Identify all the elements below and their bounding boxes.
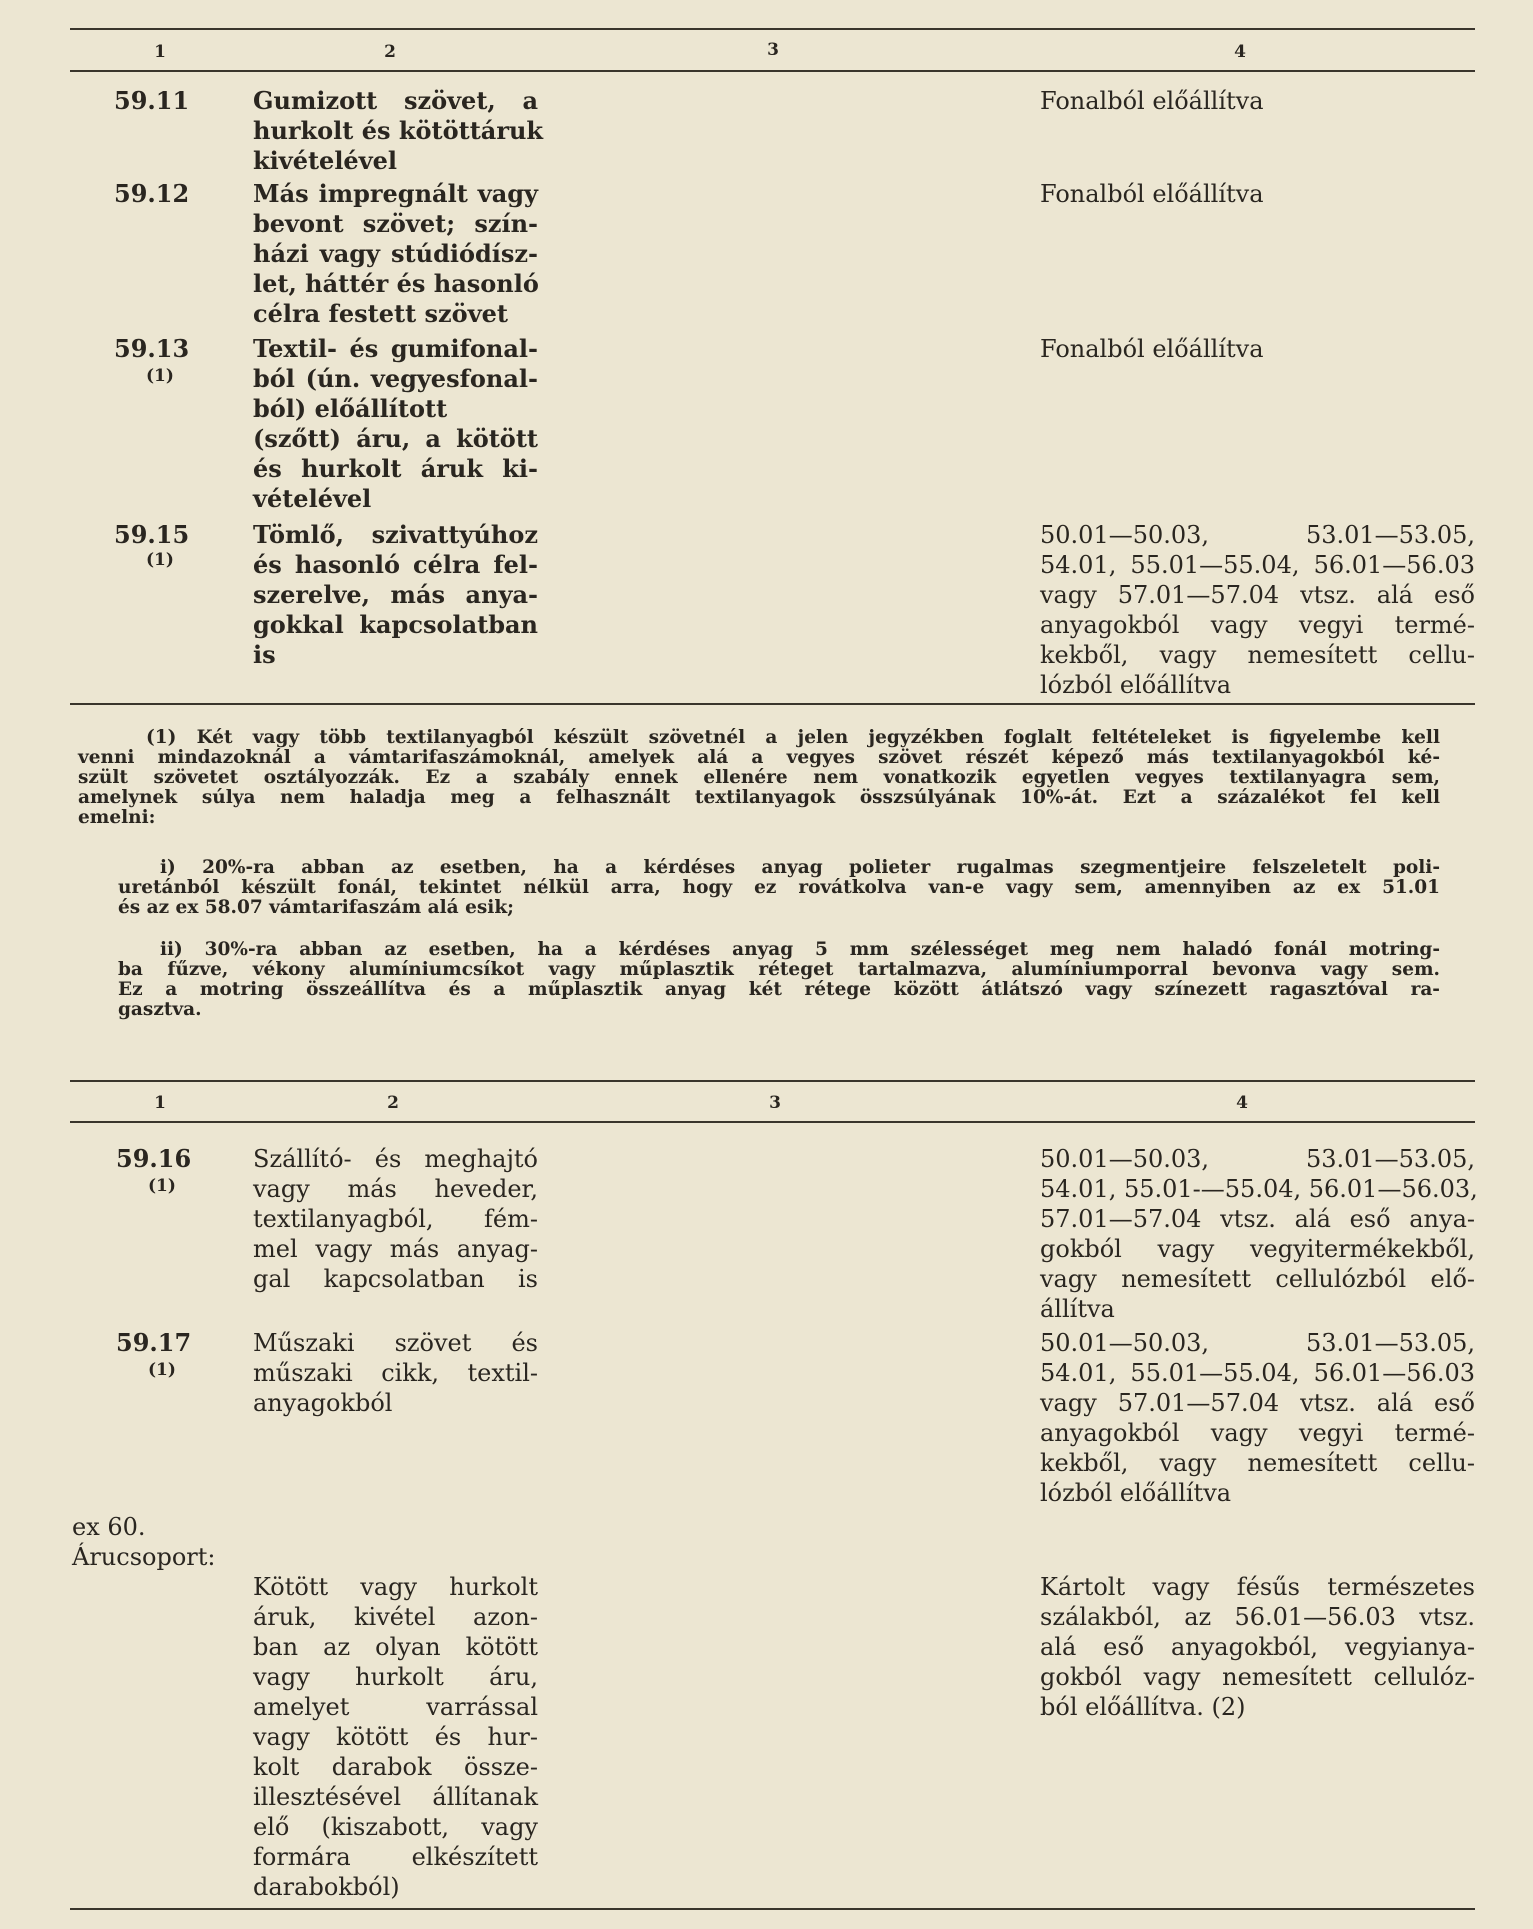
column-header-3: 3 bbox=[767, 40, 779, 60]
origin-condition: Fonalból előállítva bbox=[1040, 335, 1264, 363]
column-header-1: 1 bbox=[154, 1093, 166, 1113]
footnote-paragraph: (1) Két vagy több textilanyagból készült szövetnél a jelen jegyzékben foglalt feltételeket is figyelembe kell venni mindazoknál a vámtarifaszámoknál, amelyek alá a vegyes szövet részét képező más textilanyagokból ké- szült szövetet osztályozzák. Ez a szabály ennek ellenére nem vonatkozik egyetlen vegyes textilanyagra sem, amelynek súlya nem haladja meg a felhasznált textilanyagok összsúlyának 10%-át. Ezt a százalékot fel kell emelni: bbox=[78, 727, 1440, 828]
footnote-item-ii: ii) 30%-ra abban az esetben, ha a kérdéses anyag 5 mm szélességet meg nem haladó fonál motring- ba fűzve, vékony alumíniumcsíkot vagy műplasztik réteget tartalmazva, alumíniumporral bevonva vagy sem. Ez a motring összeállítva és a műplasztik anyag két rétege között átlátszó vagy színezett ragasztóval ra- gasztva. bbox=[118, 939, 1440, 1020]
tariff-code: 59.13 bbox=[114, 334, 190, 363]
column-header-4: 4 bbox=[1236, 1093, 1248, 1113]
item-description: Műszaki szövet és műszaki cikk, textil- anyagokból bbox=[253, 1329, 538, 1417]
footnote-reference: (1) bbox=[148, 1176, 176, 1196]
origin-condition: Kártolt vagy fésűs természetes szálakból, az 56.01—56.03 vtsz. alá eső anyagokból, vegyianya- gokból vagy nemesített cellulóz- ból előállítva. (2) bbox=[1040, 1573, 1475, 1721]
top-rule bbox=[70, 28, 1475, 30]
origin-condition: 50.01—50.03, 53.01—53.05, 54.01, 55.01-—55.04, 56.01—56.03, 57.01—57.04 vtsz. alá eső anya- gokból vagy vegyitermékekből, vagy nemesített cellulózból elő- állítva bbox=[1040, 1145, 1478, 1323]
item-description: Textil- és gumifonal- ból (ún. vegyesfonal- ból) előállított (szőtt) áru, a kötött és hurkolt áruk ki- vételével bbox=[253, 334, 538, 513]
chapter-code: ex 60. Árucsoport: bbox=[72, 1513, 216, 1571]
footnote-item-i: i) 20%-ra abban az esetben, ha a kérdéses anyag polieter rugalmas szegmentjeire felszeletelt poli- uretánból készült fonál, tekintet nélkül arra, hogy ez rovátkolva van-e vagy sem, amennyiben az ex 51.01 és az ex 58.07 vámtarifaszám alá esik; bbox=[118, 857, 1440, 918]
header-rule bbox=[70, 70, 1475, 72]
origin-condition: 50.01—50.03, 53.01—53.05, 54.01, 55.01—55.04, 56.01—56.03 vagy 57.01—57.04 vtsz. alá eső anyagokból vagy vegyi termé- kekből, vagy nemesített cellu- lózból előállítva bbox=[1040, 521, 1475, 699]
column-header-4: 4 bbox=[1234, 42, 1246, 62]
table2-top-rule bbox=[70, 1080, 1475, 1082]
footnote-reference: (1) bbox=[146, 366, 174, 386]
tariff-code: 59.12 bbox=[114, 179, 190, 208]
origin-condition: 50.01—50.03, 53.01—53.05, 54.01, 55.01—55.04, 56.01—56.03 vagy 57.01—57.04 vtsz. alá eső anyagokból vagy vegyi termé- kekből, vagy nemesített cellu- lózból előállítva bbox=[1040, 1329, 1475, 1507]
origin-condition: Fonalból előállítva bbox=[1040, 87, 1264, 115]
item-description: Tömlő, szivattyúhoz és hasonló célra fel- szerelve, más anya- gokkal kapcsolatban is bbox=[253, 520, 538, 669]
tariff-code: 59.16 bbox=[116, 1144, 192, 1173]
footnote-reference: (1) bbox=[146, 550, 174, 570]
column-header-2: 2 bbox=[387, 1093, 399, 1113]
origin-condition: Fonalból előállítva bbox=[1040, 180, 1264, 208]
column-header-1: 1 bbox=[154, 42, 166, 62]
column-header-2: 2 bbox=[384, 42, 396, 62]
item-description: Más impregnált vagy bevont szövet; szín- házi vagy stúdiódísz- let, háttér és hasonló célra festett szövet bbox=[253, 179, 539, 328]
item-description: Szállító- és meghajtó vagy más heveder, textilanyagból, fém- mel vagy más anyag- gal kapcsolatban is bbox=[253, 1145, 538, 1293]
item-description: Gumizott szövet, a hurkolt és kötöttáruk kivételével bbox=[253, 86, 544, 175]
tariff-code: 59.11 bbox=[114, 86, 190, 115]
footnote-reference: (1) bbox=[148, 1360, 176, 1380]
table2-header-rule bbox=[70, 1121, 1475, 1123]
table-end-rule bbox=[70, 703, 1475, 705]
column-header-3: 3 bbox=[769, 1093, 781, 1113]
tariff-code: 59.15 bbox=[114, 520, 190, 549]
tariff-code: 59.17 bbox=[116, 1328, 192, 1357]
item-description: Kötött vagy hurkolt áruk, kivétel azon- ban az olyan kötött vagy hurkolt áru, amelyet varrással vagy kötött és hur- kolt darabok össze- illesztésével állítanak elő (kiszabott, vagy formára elkészített darabokból) bbox=[253, 1573, 538, 1901]
bottom-rule bbox=[70, 1908, 1475, 1910]
